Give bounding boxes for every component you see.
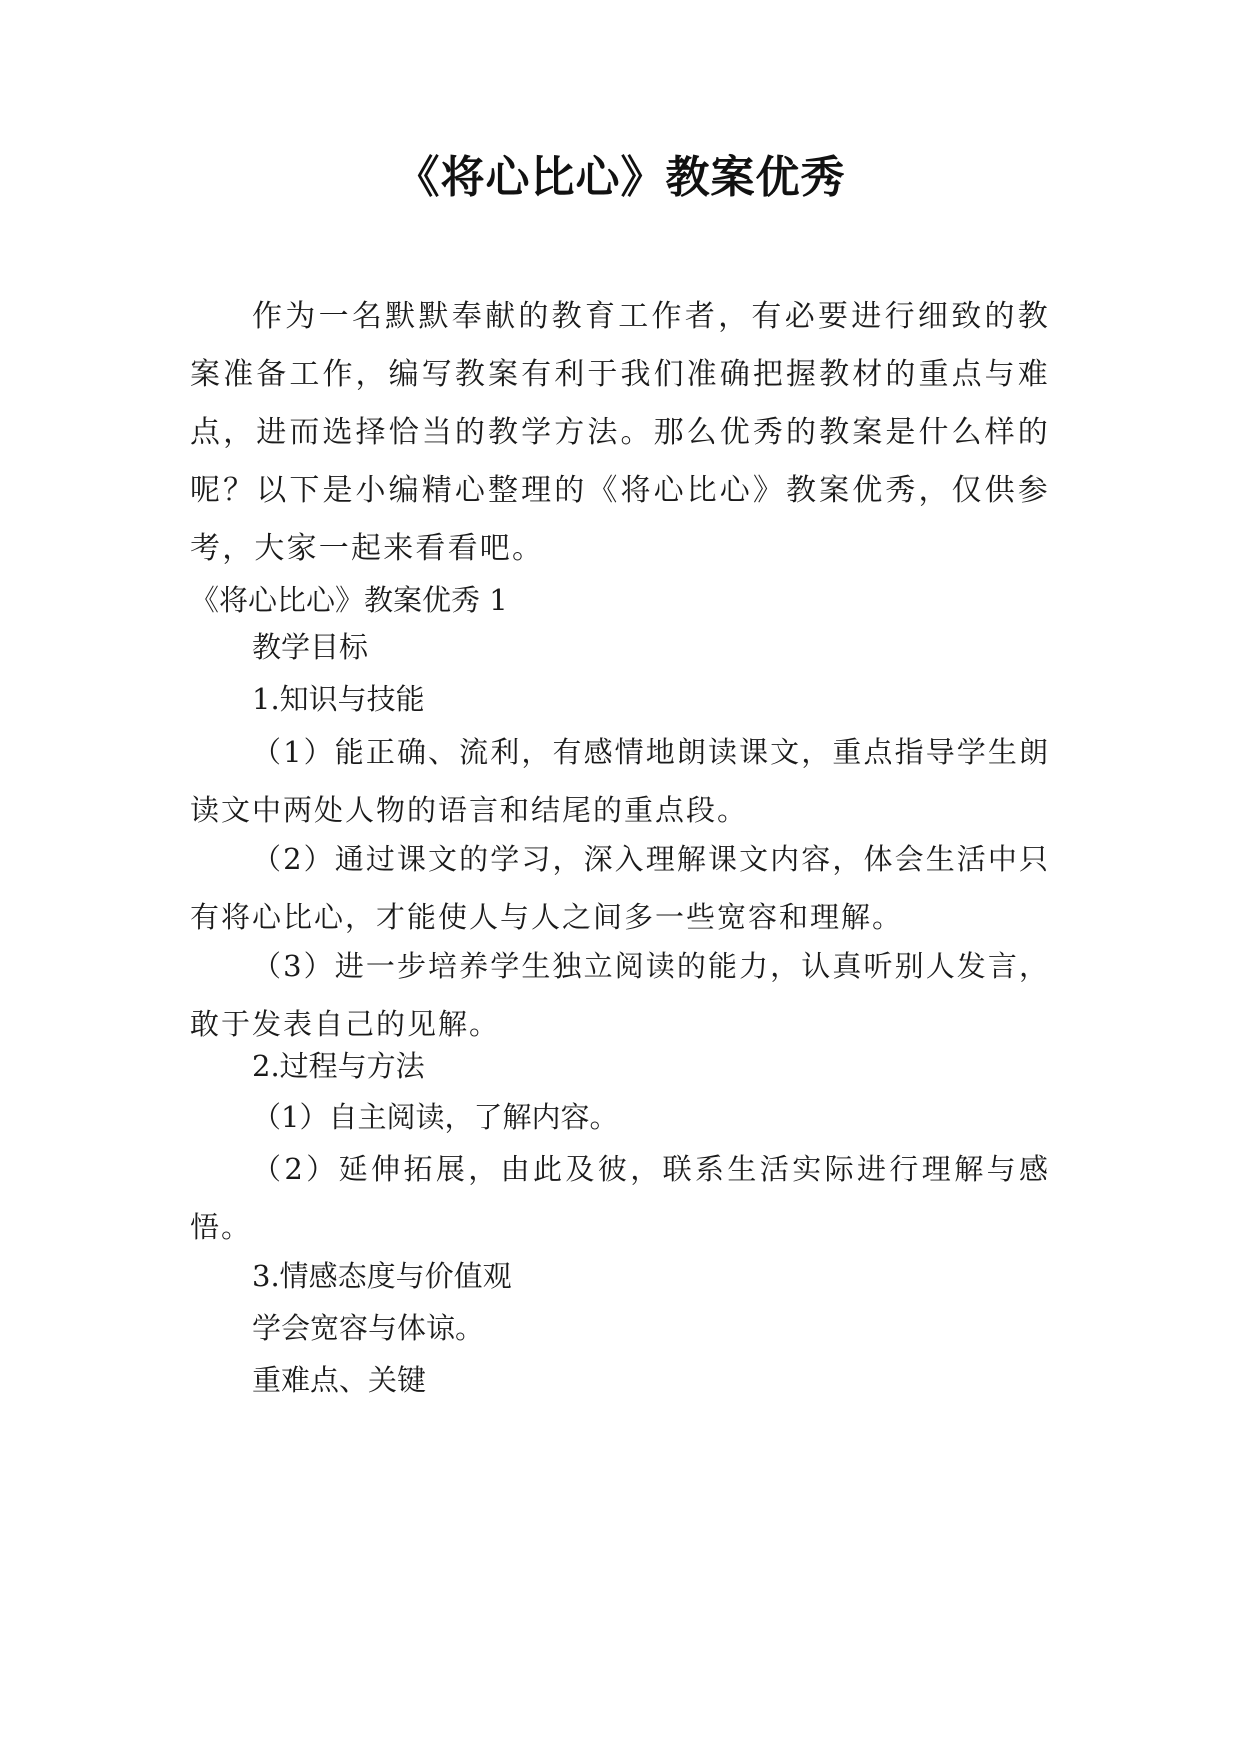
teaching-goals-heading: 教学目标 — [252, 630, 369, 664]
emotion-text: 学会宽容与体谅。 — [252, 1311, 485, 1345]
emotion-heading: 3.情感态度与价值观 — [252, 1259, 512, 1293]
knowledge-item-1: （1）能正确、流利，有感情地朗读课文，重点指导学生朗读文中两处人物的语言和结尾的重点段。 — [190, 735, 1050, 827]
key-points-heading: 重难点、关键 — [252, 1363, 427, 1397]
process-item-2: （2）延伸拓展，由此及彼，联系生活实际进行理解与感悟。 — [190, 1152, 1050, 1244]
knowledge-item-3: （3）进一步培养学生独立阅读的能力，认真听别人发言，敢于发表自己的见解。 — [190, 949, 1050, 1041]
knowledge-heading: 1.知识与技能 — [252, 682, 425, 716]
process-item-1: （1）自主阅读，了解内容。 — [252, 1100, 619, 1134]
process-heading: 2.过程与方法 — [252, 1049, 425, 1083]
document-title: 《将心比心》教案优秀 — [395, 152, 846, 203]
intro-paragraph: 作为一名默默奉献的教育工作者，有必要进行细致的教案准备工作，编写教案有利于我们准确把握教材的重点与难点，进而选择恰当的教学方法。那么优秀的教案是什么样的呢？以下是小编精心整理的《将心比心》教案优秀，仅供参考，大家一起来看看吧。 — [190, 299, 1050, 566]
knowledge-item-2: （2）通过课文的学习，深入理解课文内容，体会生活中只有将心比心，才能使人与人之间多一些宽容和理解。 — [190, 842, 1050, 934]
section-heading: 《将心比心》教案优秀 1 — [190, 583, 508, 617]
